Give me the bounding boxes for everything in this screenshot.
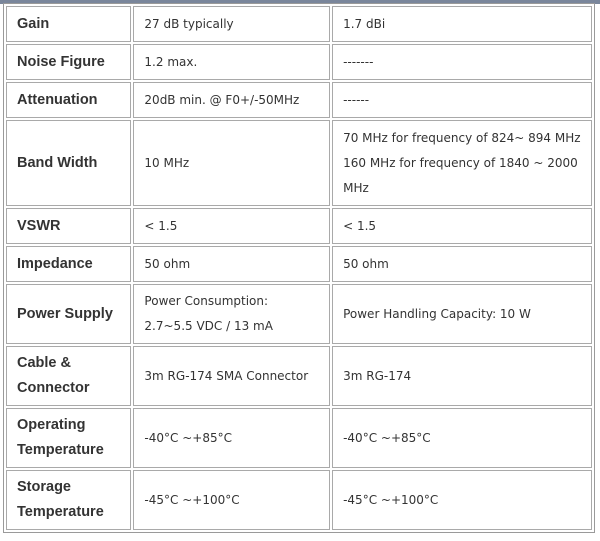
value-line: < 1.5: [144, 218, 178, 233]
value-line: Power Consumption:: [144, 294, 269, 308]
row-value-col1: [133, 82, 330, 118]
label-line: Connector: [17, 380, 90, 396]
value-line: 70 MHz for frequency of 824~ 894 MHz: [343, 130, 581, 145]
value-line: ------: [343, 92, 370, 107]
value-line: < 1.5: [343, 218, 377, 233]
label-line: Storage: [17, 479, 71, 495]
value-line: 1.7 dBi: [343, 16, 386, 31]
value-line: Power Handling Capacity: 10 W: [343, 306, 531, 321]
row-value-col2: [332, 408, 592, 468]
row-label: [6, 408, 131, 468]
value-line: MHz: [343, 180, 369, 195]
row-value-col2: [332, 44, 592, 80]
value-line: 20dB min. @ F0+/-50MHz: [144, 92, 300, 107]
row-value-col1: [133, 208, 330, 244]
value-line: -45°C ~+100°C: [343, 492, 439, 507]
row-value-col2: [332, 246, 592, 282]
row-label: [6, 346, 131, 406]
row-label: Noise Figure: [6, 44, 131, 80]
row-value-col1: [133, 470, 330, 530]
value-line: 50 ohm: [144, 256, 191, 271]
row-value-col2: [332, 6, 592, 42]
value-line: -------: [343, 54, 374, 69]
row-value-col1: [133, 284, 330, 344]
table-row-gain: [6, 6, 592, 42]
table-row-operating-temperature: [6, 408, 592, 468]
table-row-band-width: [6, 120, 592, 206]
value-line: 1.2 max.: [144, 54, 198, 69]
label-line: Temperature: [17, 442, 104, 458]
row-label: Power Supply: [6, 284, 131, 344]
value-line: -40°C ~+85°C: [144, 430, 232, 445]
row-label: Band Width: [6, 120, 131, 206]
value-line: -45°C ~+100°C: [144, 492, 240, 507]
row-value-col1: [133, 346, 330, 406]
label-line: Operating: [17, 417, 86, 433]
row-value-col1: [133, 246, 330, 282]
table-row-cable-connector: [6, 346, 592, 406]
row-value-col1: [133, 120, 330, 206]
row-value-col2: [332, 284, 592, 344]
table-row-impedance: [6, 246, 592, 282]
label-line: Temperature: [17, 504, 104, 520]
label-line: Cable &: [17, 355, 71, 371]
table-row-noise-figure: [6, 44, 592, 80]
table-row-vswr: [6, 208, 592, 244]
table-row-storage-temperature: [6, 470, 592, 530]
row-value-col2: [332, 82, 592, 118]
row-value-col2: [332, 346, 592, 406]
row-label: Gain: [6, 6, 131, 42]
value-line: 3m RG-174: [343, 368, 412, 383]
row-value-col2: [332, 120, 592, 206]
row-value-col2: [332, 208, 592, 244]
value-line: 10 MHz: [144, 155, 190, 170]
table-row-attenuation: [6, 82, 592, 118]
value-line: 27 dB typically: [144, 16, 234, 31]
value-line: 160 MHz for frequency of 1840 ~ 2000: [343, 155, 578, 170]
row-value-col1: [133, 44, 330, 80]
row-label: Impedance: [6, 246, 131, 282]
value-line: 3m RG-174 SMA Connector: [144, 368, 309, 383]
value-line: 2.7~5.5 VDC / 13 mA: [144, 319, 273, 333]
value-line: -40°C ~+85°C: [343, 430, 431, 445]
row-label: [6, 470, 131, 530]
specification-table: [3, 3, 595, 533]
value-line: 50 ohm: [343, 256, 389, 271]
row-value-col1: [133, 6, 330, 42]
table-row-power-supply: [6, 284, 592, 344]
row-label: Attenuation: [6, 82, 131, 118]
row-label: VSWR: [6, 208, 131, 244]
row-value-col2: [332, 470, 592, 530]
row-value-col1: [133, 408, 330, 468]
